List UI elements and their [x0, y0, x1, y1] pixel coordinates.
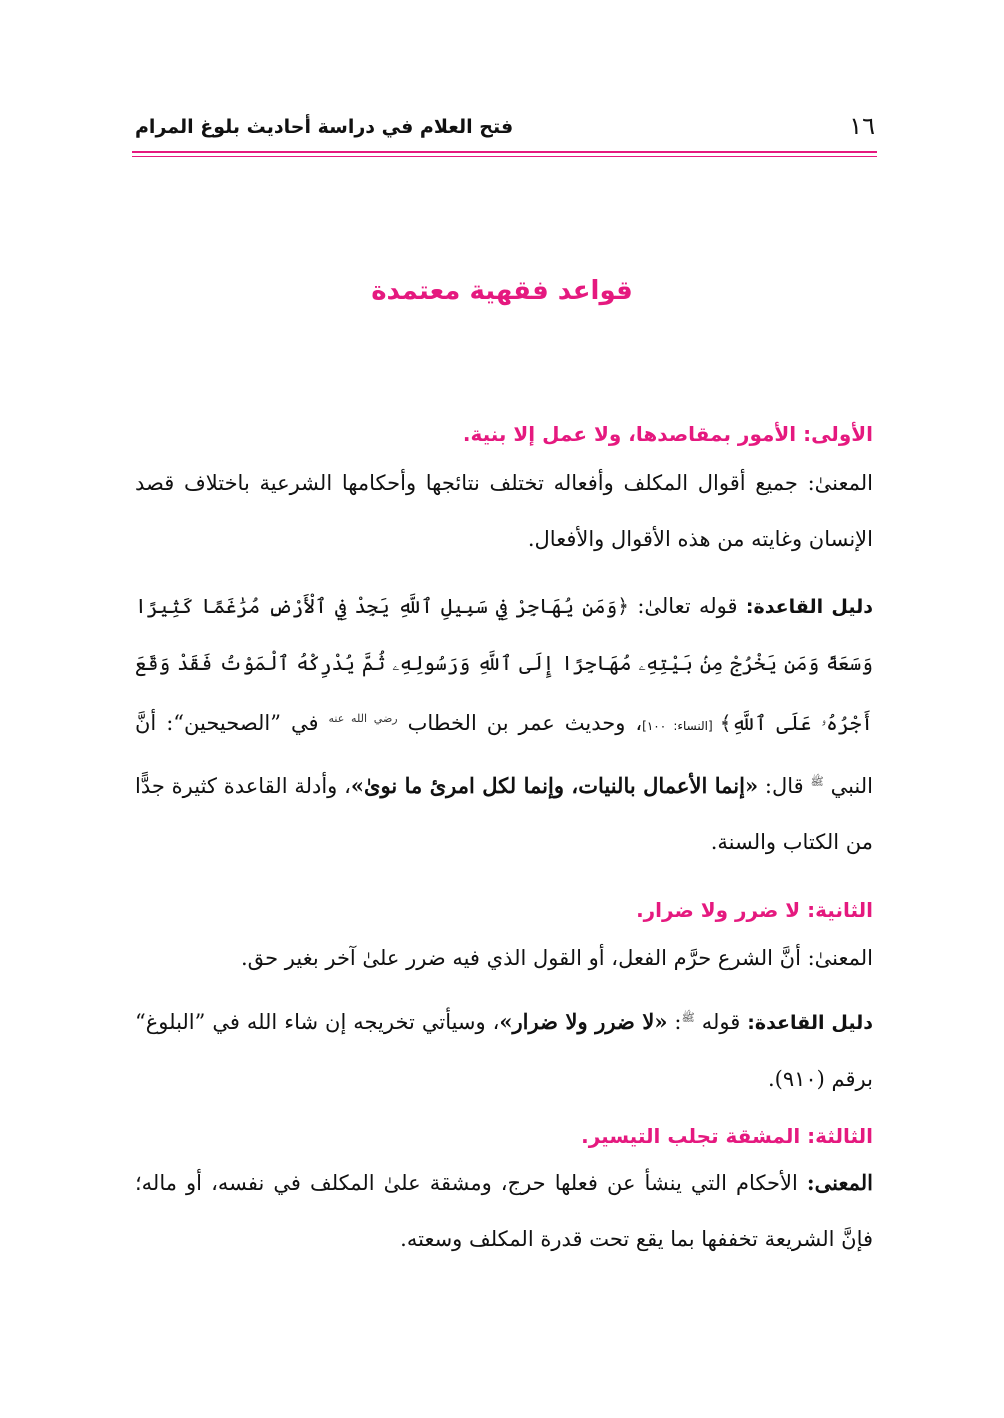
header-rule-thin [132, 156, 877, 157]
honorific-salla: ﷺ [681, 1011, 695, 1024]
evidence-colon: : [667, 1010, 682, 1034]
page-number: ١٦ [849, 112, 875, 140]
meaning-text: الأحكام التي ينشأ عن فعلها حرج، ومشقة علىٰ المكلف في نفسه، أو ماله؛ فإنَّ الشريعة تخففها بما يقع تحت قدرة المكلف وسعته. [135, 1171, 873, 1251]
hadith-outro: ، وأدلة القاعدة كثيرة جدًّا من الكتاب والسنة. [135, 774, 873, 854]
evidence-intro: قوله [694, 1010, 748, 1034]
hadith-text: «إنما الأعمال بالنيات، وإنما لكل امرئ ما نوىٰ» [350, 773, 759, 798]
section-2-meaning: المعنىٰ: أنَّ الشرع حرَّم الفعل، أو القول الذي فيه ضرر علىٰ آخر بغير حق. [240, 946, 873, 970]
header-rule [132, 151, 877, 153]
section-3-meaning [135, 1155, 873, 1267]
section-2-heading: الثانية: لا ضرر ولا ضرار. [636, 898, 873, 922]
meaning-label: المعنى: [806, 1170, 873, 1195]
section-1-heading: الأولى: الأمور بمقاصدها، ولا عمل إلا بنية. [462, 422, 873, 446]
evidence-label: دليل القاعدة: [745, 596, 873, 618]
honorific-salla: ﷺ [810, 775, 824, 788]
section-2-evidence [135, 990, 873, 1107]
book-title: فتح العلام في دراسة أحاديث بلوغ المرام [135, 116, 514, 138]
hadith-said: قال: [758, 774, 811, 798]
hadith-source: في ”الصحيحين“: أنَّ النبي [135, 711, 874, 798]
page-header [135, 112, 875, 142]
section-1-meaning: المعنىٰ: جميع أقوال المكلف وأفعاله تختلف نتائجها وأحكامها الشرعية باختلاف قصد الإنسان وغايته من هذه الأقوال والأفعال. [135, 471, 873, 551]
hadith-intro: ، وحديث عمر بن الخطاب [397, 711, 643, 735]
quran-reference: [النساء: ١٠٠] [642, 719, 720, 733]
evidence-intro: قوله تعالىٰ: [629, 594, 746, 618]
honorific-radiallahu: رضي الله عنه [328, 712, 398, 725]
section-3-heading: الثالثة: المشقة تجلب التيسير. [581, 1124, 873, 1148]
evidence-outro: ، وسيأتي تخريجه إن شاء الله في ”البلوغ“ برقم (٩١٠). [135, 1010, 873, 1091]
section-1-evidence [135, 578, 873, 870]
hadith-text: «لا ضرر ولا ضرار» [499, 1009, 668, 1034]
chapter-title: قواعد فقهية معتمدة [371, 276, 633, 306]
evidence-label: دليل القاعدة: [747, 1012, 873, 1034]
quran-verse: ﴿وَمَن يُهَاجِرْ فِي سَبِيلِ ٱللَّهِ يَجِدْ فِي ٱلْأَرْضِ مُرَٰغَمًا كَثِيرًا وَسَعَةً وَمَن يَخْرُجْ مِنۢ بَيْتِهِۦ مُهَاجِرًا إِلَى ٱللَّهِ وَرَسُولِهِۦ ثُمَّ يُدْرِكْهُ ٱلْمَوْتُ فَقَدْ وَقَعَ أَجْرُهُۥ عَلَى ٱللَّهِ﴾ [135, 594, 874, 735]
